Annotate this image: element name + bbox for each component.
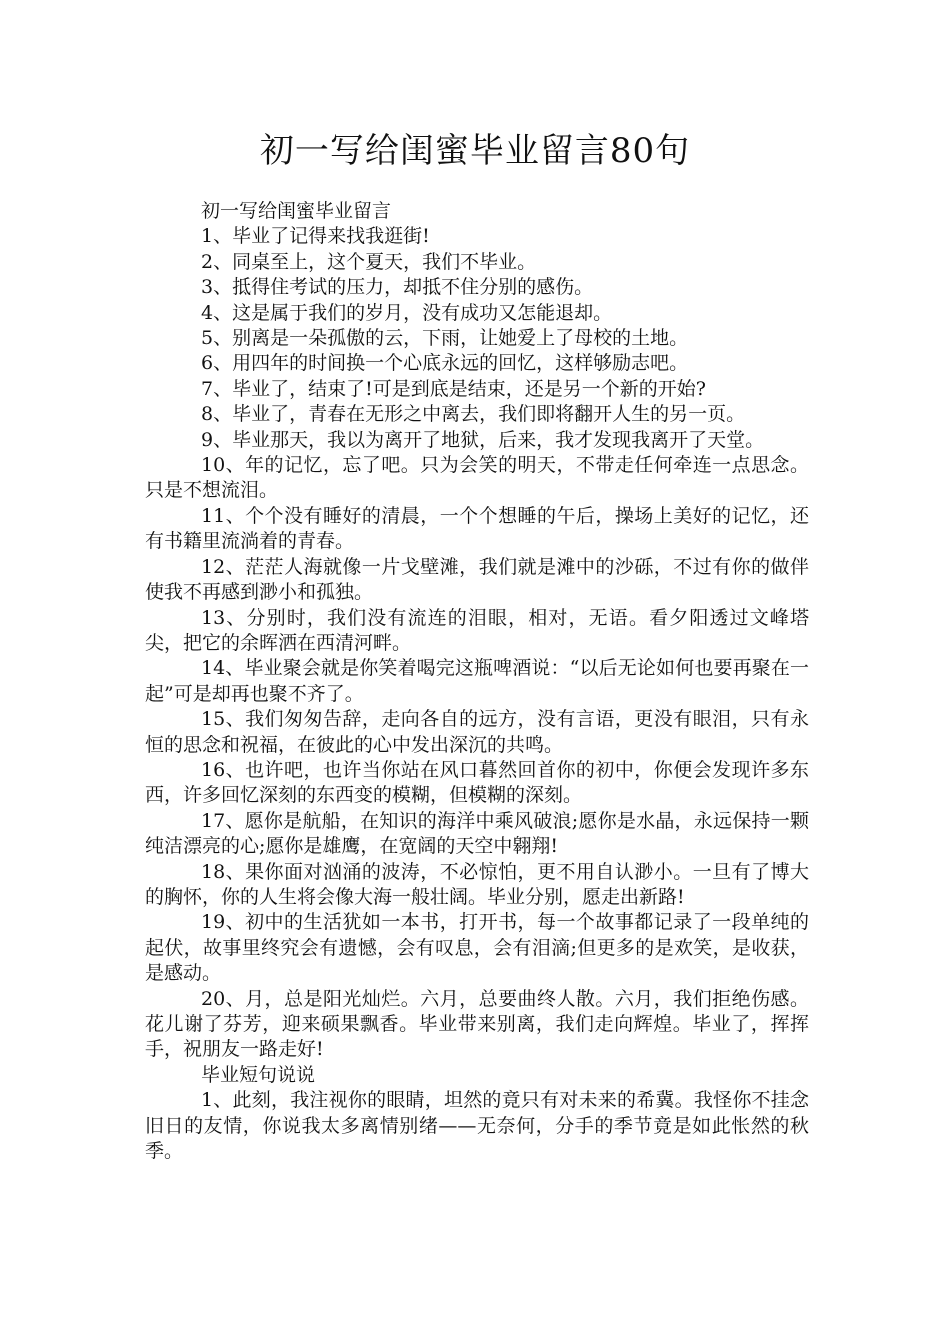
paragraph: 2、同桌至上，这个夏天，我们不毕业。 <box>201 250 537 273</box>
paragraph: 5、别离是一朵孤傲的云，下雨，让她爱上了母校的土地。 <box>201 327 689 350</box>
paragraph: 12、茫茫人海就像一片戈壁滩，我们就是滩中的沙砾，不过有你的做伴使我不再感到渺小和孤独。 <box>145 555 809 604</box>
paragraph: 17、愿你是航船，在知识的海洋中乘风破浪;愿你是水晶，永远保持一颗纯洁漂亮的心;愿你是雄鹰，在宽阔的天空中翱翔! <box>145 809 809 858</box>
paragraph: 3、抵得住考试的压力，却抵不住分别的感伤。 <box>201 276 594 299</box>
paragraph: 20、月，总是阳光灿烂。六月，总要曲终人散。六月，我们拒绝伤感。花儿谢了芬芳，迎来硕果飘香。毕业带来别离，我们走向辉煌。毕业了，挥挥手，祝朋友一路走好! <box>145 987 809 1061</box>
paragraph: 7、毕业了，结束了!可是到底是结束，还是另一个新的开始? <box>201 377 706 400</box>
paragraph: 11、个个没有睡好的清晨，一个个想睡的午后，操场上美好的记忆，还有书籍里流淌着的青春。 <box>145 504 809 553</box>
paragraph: 16、也许吧，也许当你站在风口暮然回首你的初中，你便会发现许多东西，许多回忆深刻的东西变的模糊，但模糊的深刻。 <box>145 758 809 807</box>
paragraph: 1、此刻，我注视你的眼睛，坦然的竟只有对未来的希冀。我怪你不挂念旧日的友情，你说我太多离情别绪——无奈何，分手的季节竟是如此怅然的秋季。 <box>145 1089 809 1163</box>
paragraph: 1、毕业了记得来找我逛街! <box>201 225 430 248</box>
paragraph: 18、果你面对汹涌的波涛，不必惊怕，更不用自认渺小。一旦有了博大的胸怀，你的人生将会像大海一般壮阔。毕业分别，愿走出新路! <box>145 860 809 908</box>
paragraph-section-heading: 初一写给闺蜜毕业留言 <box>201 200 392 222</box>
paragraph: 19、初中的生活犹如一本书，打开书，每一个故事都记录了一段单纯的起伏，故事里终究会有遗憾，会有叹息，会有泪滴;但更多的是欢笑，是收获，是感动。 <box>145 911 809 985</box>
paragraph: 4、这是属于我们的岁月，没有成功又怎能退却。 <box>201 301 613 324</box>
paragraph: 6、用四年的时间换一个心底永远的回忆，这样够励志吧。 <box>201 352 689 375</box>
paragraph: 15、我们匆匆告辞，走向各自的远方，没有言语，更没有眼泪，只有永恒的思念和祝福，在彼此的心中发出深沉的共鸣。 <box>145 708 809 756</box>
paragraph: 9、毕业那天，我以为离开了地狱，后来，我才发现我离开了天堂。 <box>201 428 765 451</box>
paragraph: 10、年的记忆，忘了吧。只为会笑的明天，不带走任何牵连一点思念。只是不想流泪。 <box>145 454 809 502</box>
paragraph: 14、毕业聚会就是你笑着喝完这瓶啤酒说：“以后无论如何也要再聚在一起”可是却再也聚不齐了。 <box>145 657 809 705</box>
document-title: 初一写给闺蜜毕业留言80句 <box>259 131 691 171</box>
paragraph-section-heading: 毕业短句说说 <box>201 1063 316 1086</box>
document-body <box>145 199 809 1164</box>
paragraph: 8、毕业了，青春在无形之中离去，我们即将翻开人生的另一页。 <box>201 403 746 426</box>
paragraph: 13、分别时，我们没有流连的泪眼，相对，无语。看夕阳透过文峰塔尖，把它的余晖洒在西清河畔。 <box>145 606 809 654</box>
